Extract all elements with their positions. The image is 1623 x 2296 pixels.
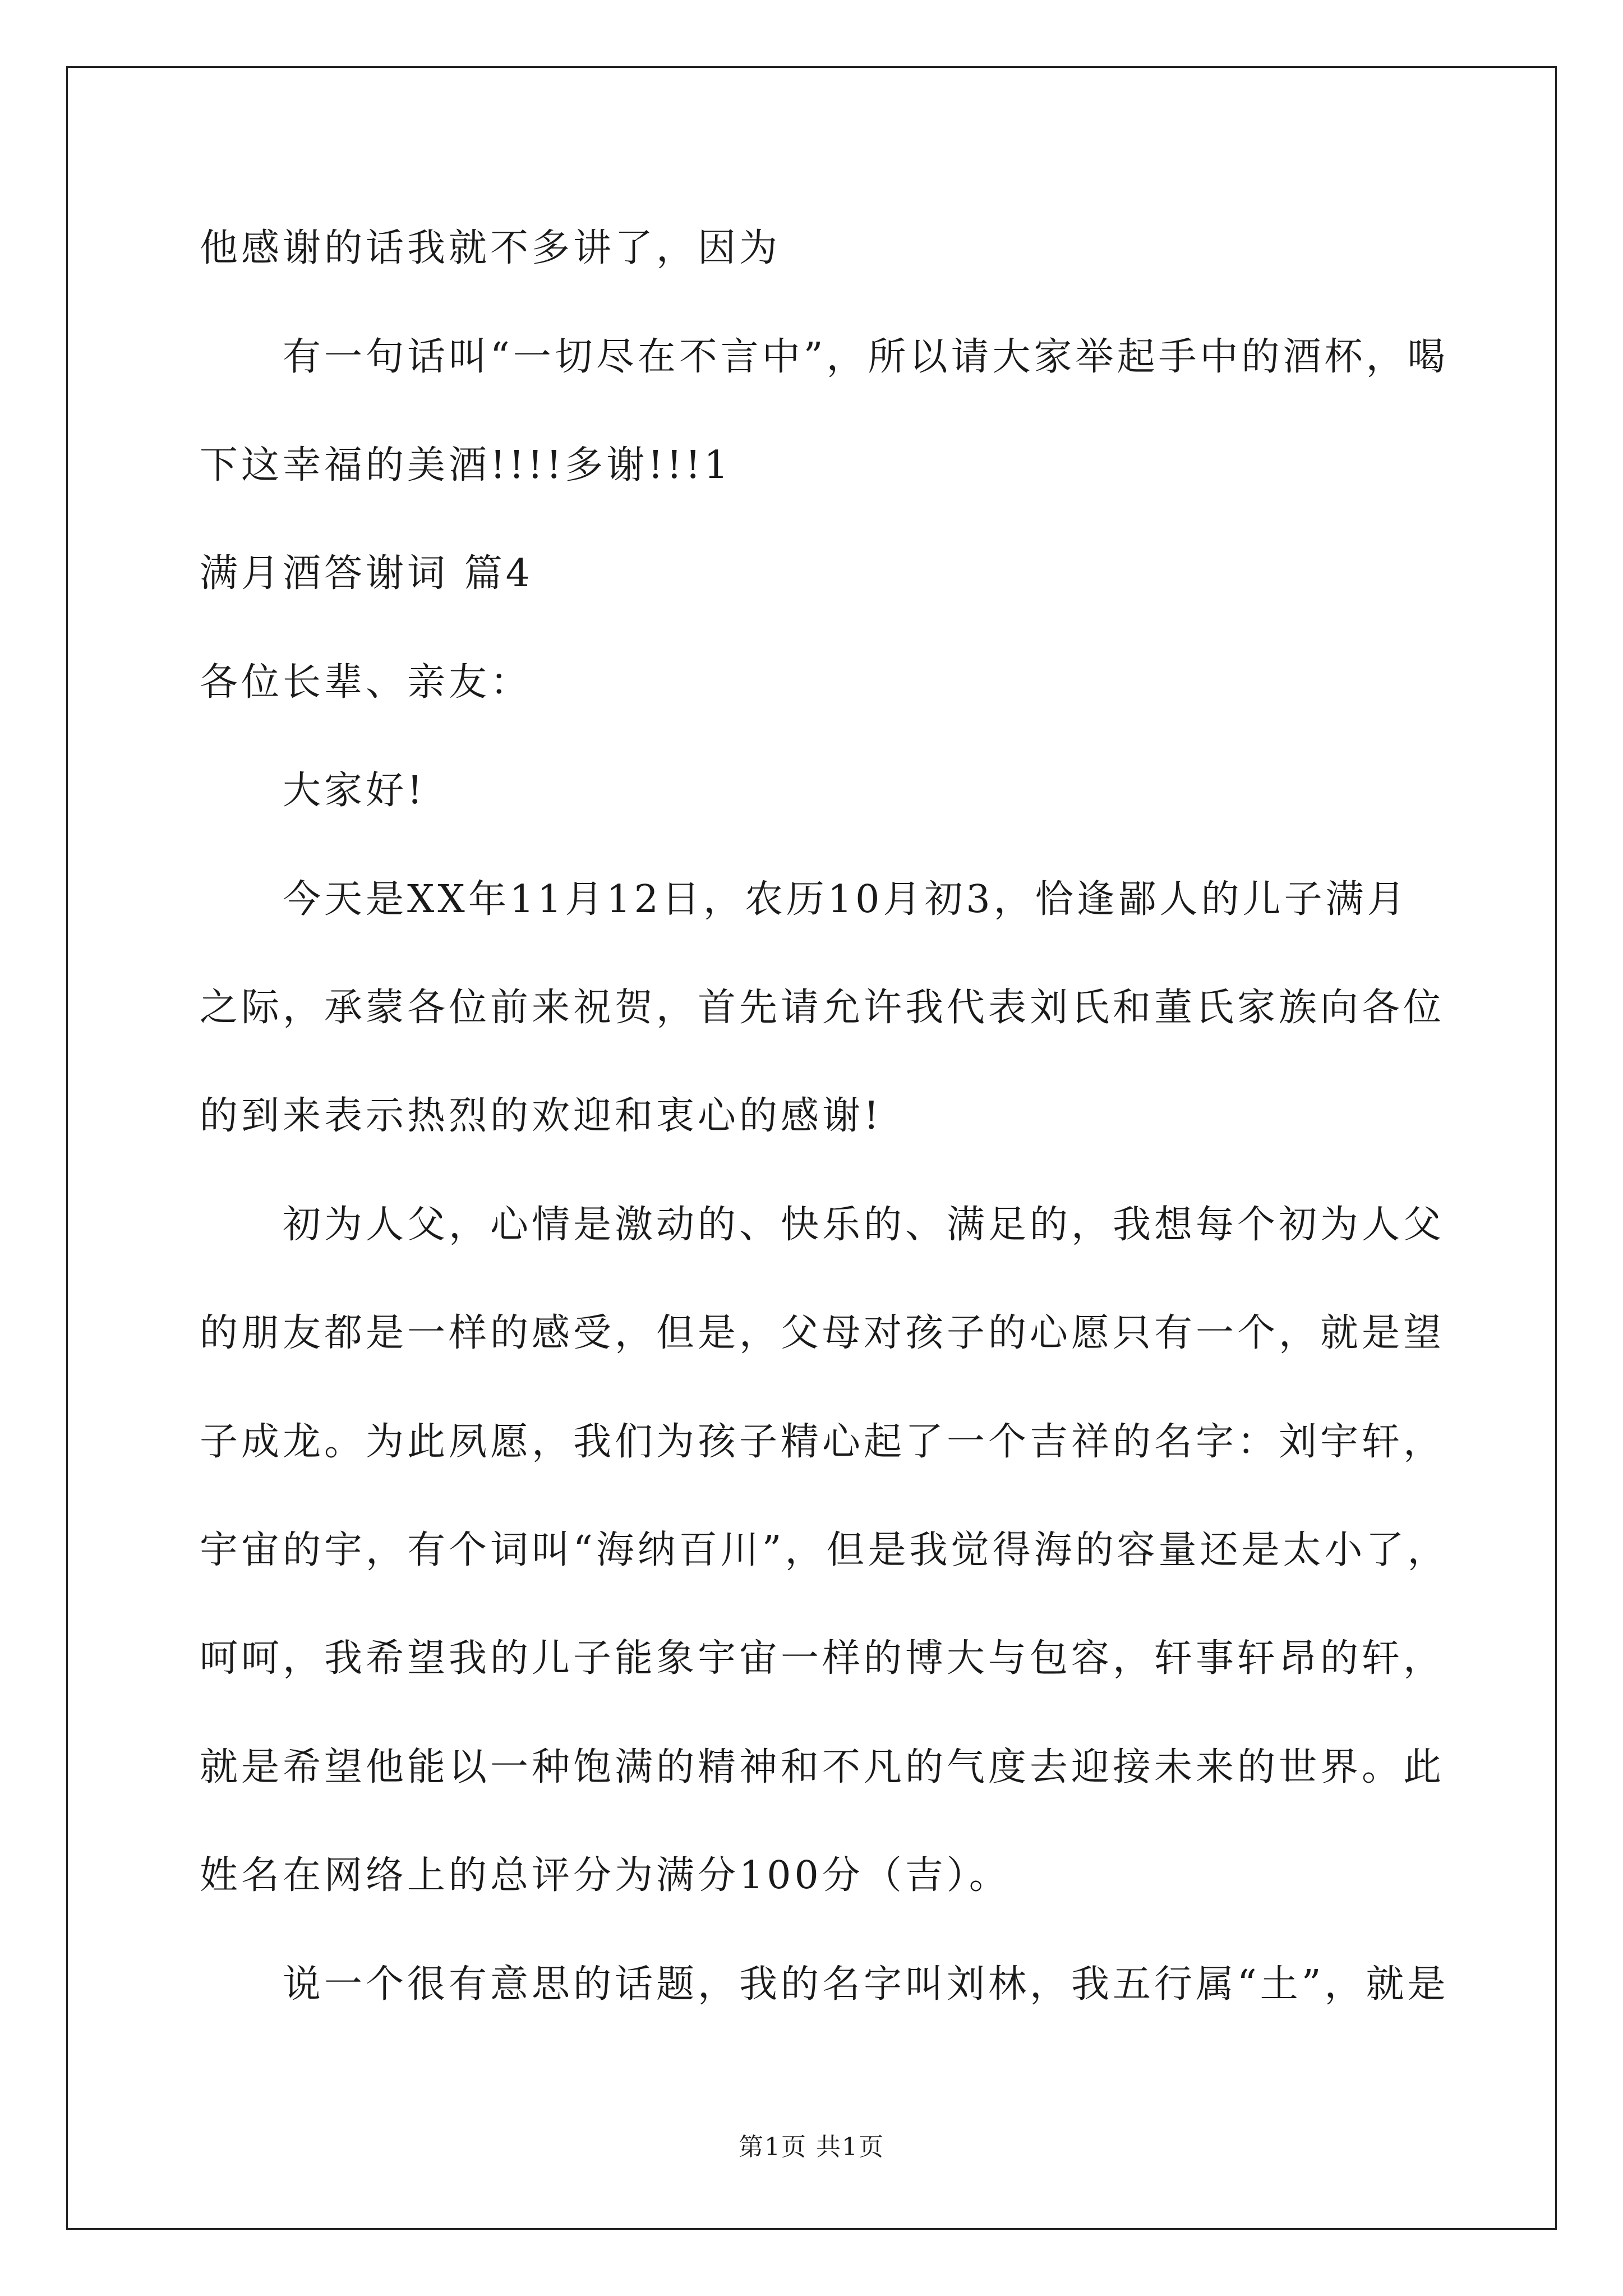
paragraph-first-line: 初为人父，心情是激动的、快乐的、满足的，我想每个初为人父 [283, 1203, 1445, 1247]
paragraph-first-line: 今天是XX年11月12日，农历10月初3，恰逢鄙人的儿子满月 [283, 877, 1409, 922]
paragraph-first-line: 有一句话叫“一切尽在不言中”，所以请大家举起手中的酒杯，喝 [283, 335, 1449, 379]
text-line: 姓名在网络上的总评分为满分100分（吉）。 [200, 1853, 1011, 1898]
text-line: 他感谢的话我就不多讲了，因为 [200, 226, 781, 270]
greeting: 大家好! [283, 769, 426, 813]
text-line: 下这幸福的美酒!!!!多谢!!!1 [200, 443, 732, 487]
text-line: 的到来表示热烈的欢迎和衷心的感谢! [200, 1094, 883, 1138]
text-line: 呵呵，我希望我的儿子能象宇宙一样的博大与包容，轩事轩昂的轩， [200, 1636, 1445, 1681]
page-footer: 第1页 共1页 [739, 2133, 884, 2161]
page-border [66, 66, 1557, 2230]
text-line: 宇宙的宇，有个词叫“海纳百川”，但是我觉得海的容量还是太小了， [200, 1528, 1449, 1572]
text-line: 就是希望他能以一种饱满的精神和不凡的气度去迎接未来的世界。此 [200, 1745, 1445, 1789]
section-heading: 满月酒答谢词 篇4 [200, 551, 533, 596]
text-line: 之际，承蒙各位前来祝贺，首先请允许我代表刘氏和董氏家族向各位 [200, 986, 1445, 1030]
paragraph-first-line: 说一个很有意思的话题，我的名字叫刘林，我五行属“土”，就是 [283, 1962, 1449, 2007]
text-line: 子成龙。为此夙愿，我们为孩子精心起了一个吉祥的名字：刘宇轩， [200, 1420, 1445, 1464]
text-line: 的朋友都是一样的感受，但是，父母对孩子的心愿只有一个，就是望 [200, 1311, 1445, 1355]
salutation: 各位长辈、亲友： [200, 660, 532, 705]
